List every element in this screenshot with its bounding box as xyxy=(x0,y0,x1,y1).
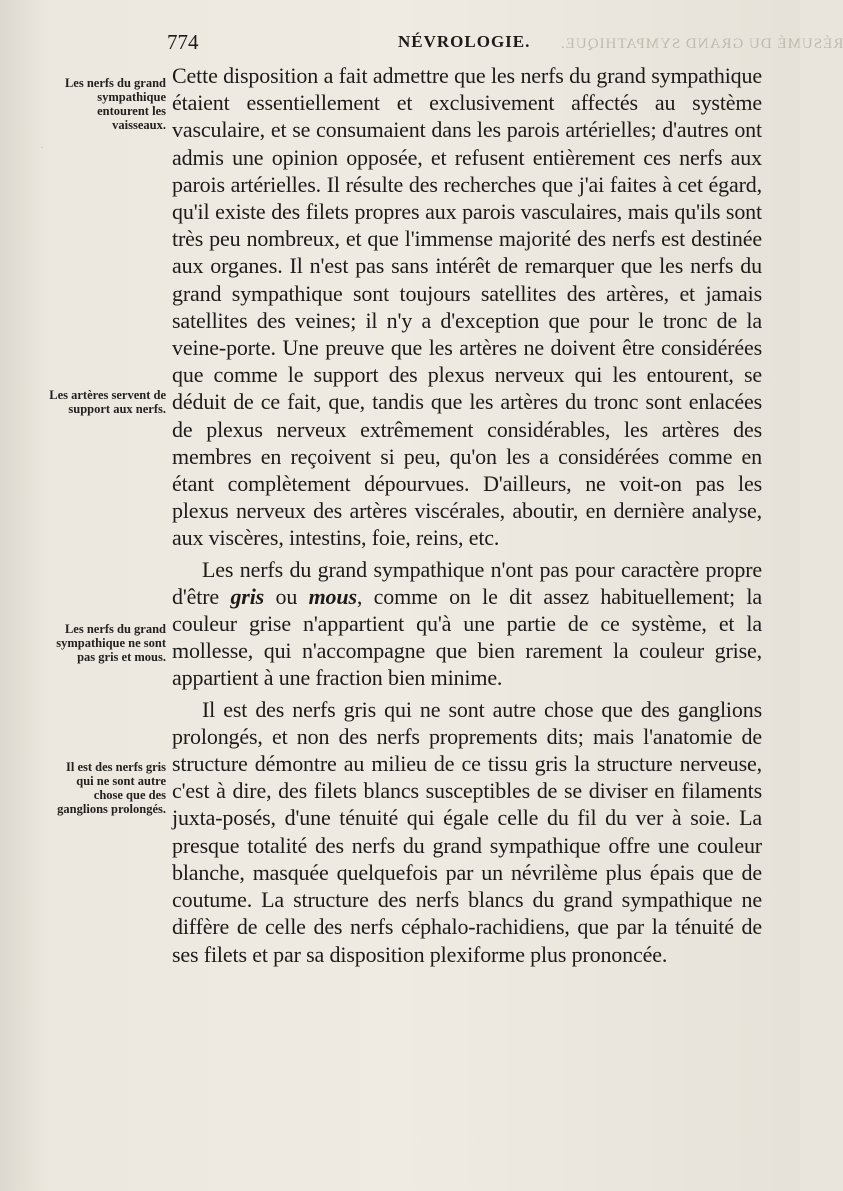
bleed-through-margin: · xyxy=(40,140,44,154)
body-text xyxy=(172,62,762,968)
paragraph-2-end: , comme on le dit assez habituellement; la couleur grise n'appartient qu'à une partie de ce système, et la mollesse, qui n'accompagne que bien rarement la couleur grise, appartient à une fraction bien minime. xyxy=(172,583,762,691)
paragraph-2-start: Les nerfs du grand sympathique n'ont pas pour caractère propre d'être xyxy=(172,556,762,609)
sidenote-not-grey-soft: Les nerfs du grand sympathique ne sont pas gris et mous. xyxy=(56,622,166,664)
emphasis-mous: mous xyxy=(308,583,357,609)
running-header xyxy=(0,30,843,60)
page-number: 774 xyxy=(167,30,199,54)
sidenote-arteries-support: Les artères servent de support aux nerfs. xyxy=(49,388,166,416)
emphasis-gris: gris xyxy=(230,583,265,609)
running-title: NÉVROLOGIE. xyxy=(398,32,531,51)
paragraph-vascular-disposition: Cette disposition a fait admettre que les nerfs du grand sympathique étaient essentiellement et exclusivement affectés au système vasculaire, et se consumaient dans les parois artérielles; d'autres ont admis une opinion opposée, et refusent entièrement ces nerfs aux parois artérielles. Il résulte des recherches que j'ai faites à cet égard, qu'il existe des filets propres aux parois vasculaires, mais qu'ils sont très peu nombreux, et que l'immense majorité des nerfs est destinée aux organes. Il n'est pas sans intérêt de remarquer que les nerfs du grand sympathique sont toujours satellites des artères, et jamais satellites des veines; il n'y a d'exception que pour le tronc de la veine-porte. Une preuve que les artères ne doivent être considérées que comme le support des plexus nerveux qui les entourent, se déduit de ce fait, que, tandis que les artères du tronc sont enlacées de plexus nerveux extrêmement considérables, les artères des membres en reçoivent si peu, qu'on les a considérées comme en étant complètement dépourvues. D'ailleurs, ne voit-on pas les plexus nerveux des artères viscérales, aboutir, en dernière analyse, aux viscères, intestins, foie, reins, etc. xyxy=(172,63,762,551)
sidenote-vessels: Les nerfs du grand sympathique entourent les vaisseaux. xyxy=(64,76,166,132)
paragraph-grey-nerves: Il est des nerfs gris qui ne sont autre chose que des ganglions prolongés, et non des nerfs proprements dits; mais l'anatomie de structure démontre au milieu de ce tissu gris la structure nerveuse, c'est à dire, des filets blancs susceptibles de se diviser en filaments juxta-posés, d'une ténuité qui égale celle du fil du ver à soie. La presque totalité des nerfs du grand sympathique offre une couleur blanche, masquée quelquefois par un névrilème plus épais que de coutume. La structure des nerfs blancs du grand sympathique ne diffère de celle des nerfs céphalo-rachidiens, que par la ténuité de ses filets et par sa disposition plexiforme plus prononcée. xyxy=(172,696,762,967)
bleed-through-text: RÉSUMÉ DU GRAND SYMPATHIQUE. xyxy=(560,36,843,52)
sidenote-grey-ganglia: Il est des nerfs gris qui ne sont autre chose que des ganglions prolongés. xyxy=(57,760,166,816)
paragraph-grey-soft xyxy=(172,556,762,692)
paragraph-2-middle: ou xyxy=(264,583,309,609)
